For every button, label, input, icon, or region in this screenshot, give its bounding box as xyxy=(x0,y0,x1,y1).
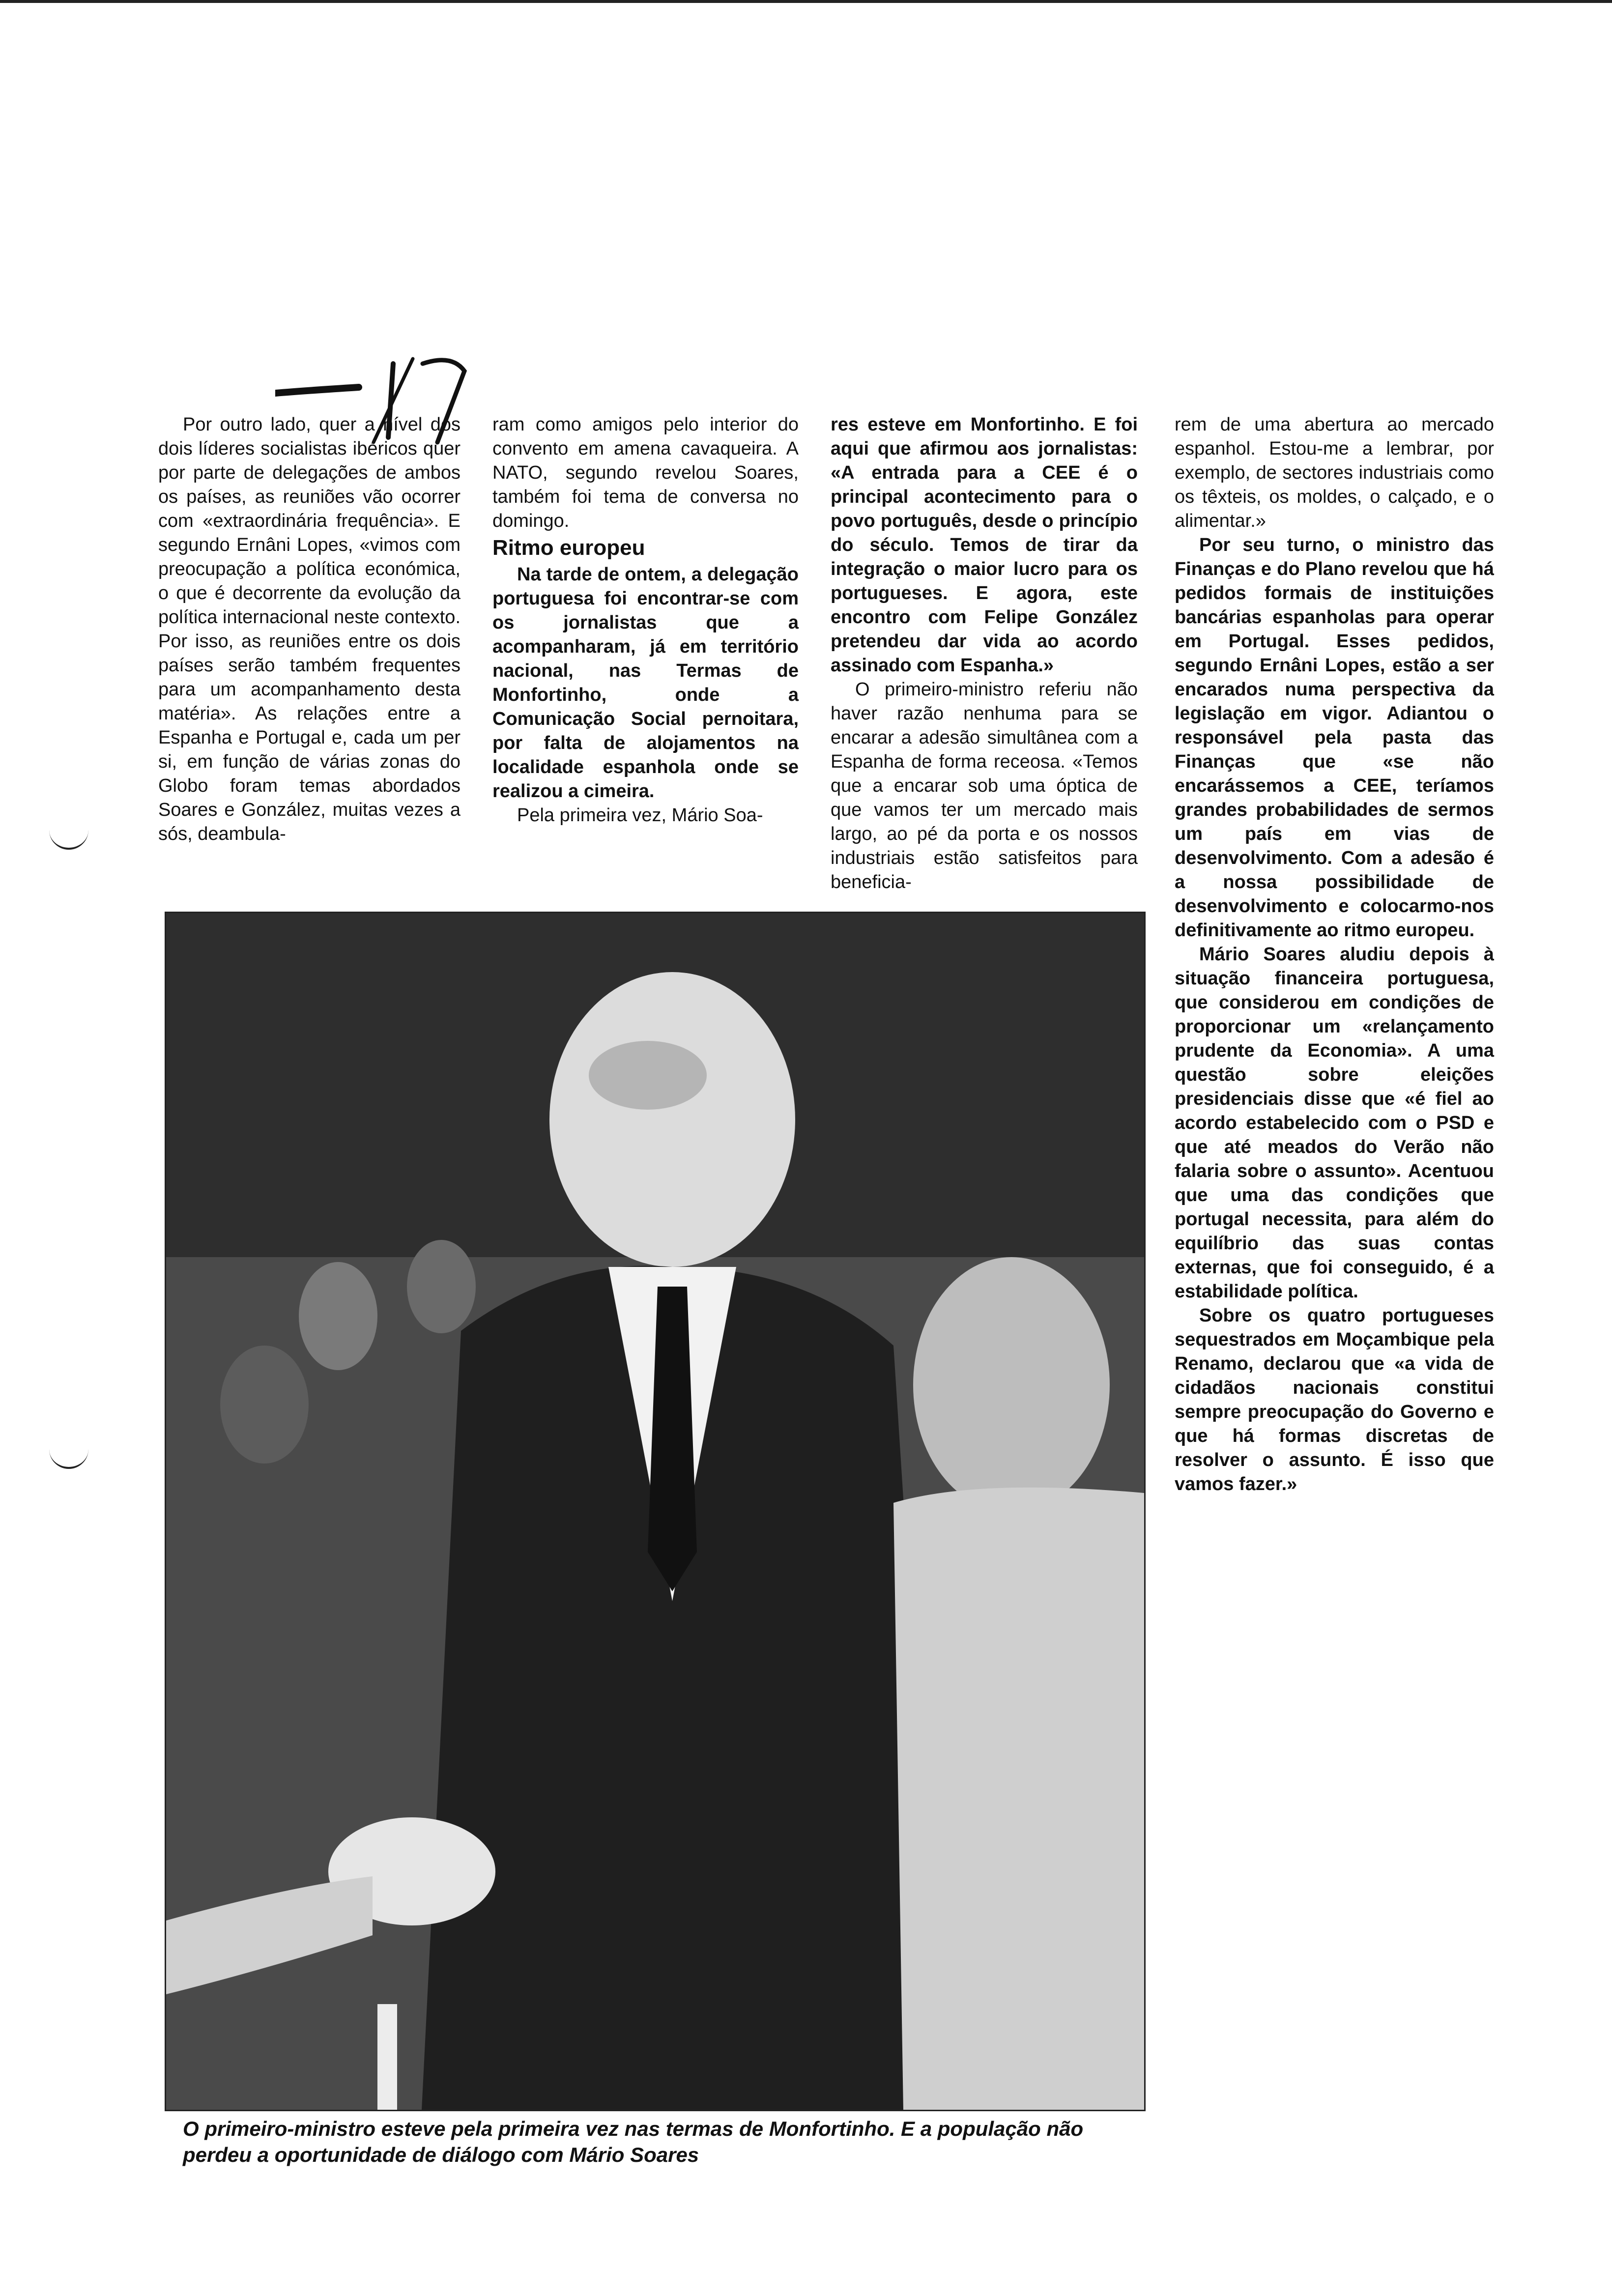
paragraph: res esteve em Monfortinho. E foi aqui que afirmou aos jornalistas: «A entrada para a CEE é o principal acontecimento para o povo português, desde o princípio do século. Temos de tirar da integração o maior lucro para os portugueses. E agora, este encontro com Felipe González pretendeu dar vida ao acordo assinado com Espanha.» xyxy=(831,414,1138,676)
article-column-4 xyxy=(1175,413,1494,1496)
paragraph: Sobre os quatro portugueses sequestrados em Moçambique pela Renamo, declarou que «a vida de cidadãos nacionais constitui sempre preocupação do Governo e que há formas discretas de resolver o assunto. É isso que vamos fazer.» xyxy=(1175,1305,1494,1494)
article-column-2 xyxy=(492,413,799,828)
article-column-3 xyxy=(831,413,1138,894)
photo-caption: O primeiro-ministro esteve pela primeira vez nas termas de Monfortinho. E a população não perdeu a oportunidade de diálogo com Mário Soares xyxy=(183,2117,1084,2166)
photo-figures xyxy=(166,913,1144,2110)
paragraph: Pela primeira vez, Mário Soa- xyxy=(517,805,763,826)
news-photo xyxy=(165,912,1146,2111)
article-column-1 xyxy=(158,413,461,846)
paragraph: Mário Soares aludiu depois à situação financeira portuguesa, que considerou em condições de proporcionar um «relançamento prudente da Economia». A uma questão sobre eleições presidenciais disse que «é fiel ao acordo estabelecido com o PSD e que até meados do Verão não falaria sobre o assunto». Acentuou que uma das condições que portugal necessita, para além do equilíbrio das suas contas externas, que foi conseguido, é a estabilidade política. xyxy=(1175,944,1494,1302)
paragraph: Por seu turno, o ministro das Finanças e do Plano revelou que há pedidos formais de instituições bancárias espanholas para operar em Portugal. Esses pedidos, segundo Ernâni Lopes, estão a ser encarados numa perspectiva da legislação em vigor. Adiantou o responsável pela pasta das Finanças que «se não encarássemos a CEE, teríamos grandes probabilidades de sermos um país em vias de desenvolvimento. Com a adesão é a nossa possibilidade de desenvolvimento e colocarmo-nos definitivamente ao ritmo europeu. xyxy=(1175,535,1494,941)
punch-hole-mark xyxy=(49,1447,88,1469)
paragraph: rem de uma abertura ao mercado espanhol. Estou-me a lembrar, por exemplo, de sectores industriais como os têxteis, os moldes, o calçado, e o alimentar.» xyxy=(1175,414,1494,531)
punch-hole-mark xyxy=(49,828,88,850)
paragraph: Na tarde de ontem, a delegação portuguesa foi encontrar-se com os jornalistas que a acompanharam, já em território nacional, nas Termas de Monfortinho, onde a Comunicação Social pernoitara, por falta de alojamentos na localidade espanhola onde se realizou a cimeira. xyxy=(492,564,799,802)
paragraph: Por outro lado, quer a nível dos dois líderes socialistas ibéricos quer por parte de delegações de ambos os países, as reuniões vão ocorrer com «extraordinária frequência». E segundo Ernâni Lopes, «vimos com preocupação a política económica, o que é decorrente da evolução da política internacional neste contexto. Por isso, as reuniões entre os dois países serão também frequentes para um acompanhamento desta matéria». As relações entre a Espanha e Portugal e, cada um per si, em função de várias zonas do Globo foram temas abordados Soares e González, muitas vezes a sós, deambula- xyxy=(158,414,461,844)
paragraph: ram como amigos pelo interior do convento em amena cavaqueira. A NATO, segundo revelou Soares, também foi tema de conversa no domingo. xyxy=(492,414,799,531)
top-edge-line xyxy=(0,0,1612,3)
paragraph: O primeiro-ministro referiu não haver razão nenhuma para se encarar a adesão simultânea com a Espanha de forma receosa. «Temos que a encarar sob uma óptica de que vamos ter um mercado mais largo, ao pé da porta e os nossos industriais estão satisfeitos para beneficia- xyxy=(831,679,1138,892)
section-subheading: Ritmo europeu xyxy=(492,536,645,560)
